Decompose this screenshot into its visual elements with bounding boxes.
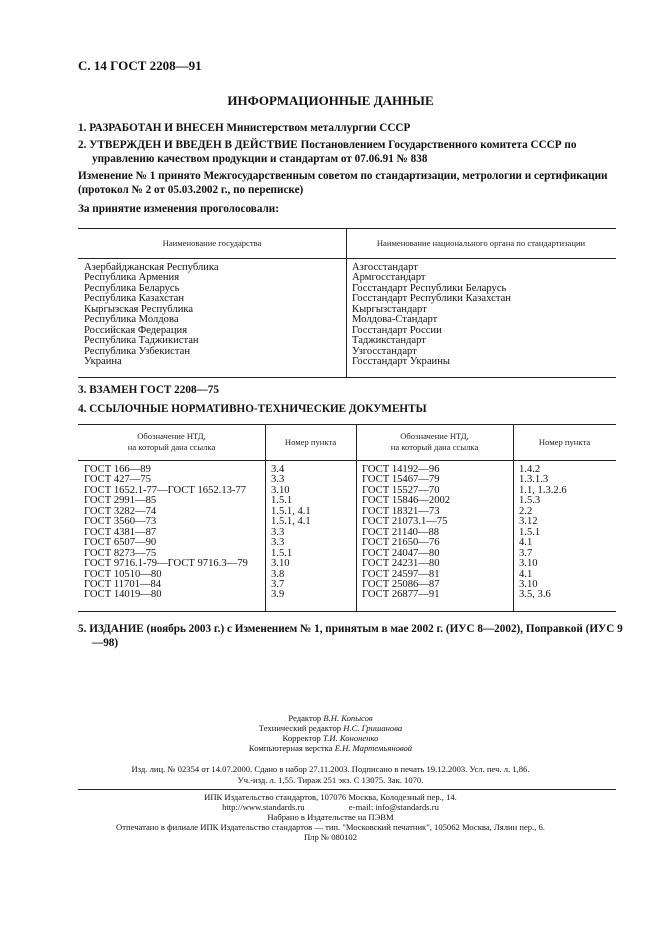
credit-editor: Редактор В.Н. Копысов: [288, 713, 373, 723]
bodies-list: [352, 263, 511, 368]
ref-item-number: 1.4.2: [519, 464, 541, 475]
ref-item-number: 4.1: [519, 568, 533, 580]
standards-body-name: Узгосстандарт: [352, 345, 417, 357]
ref-item-number: 3.7: [271, 578, 285, 590]
ref-doc: ГОСТ 15467—79: [362, 474, 440, 486]
ref-doc: ГОСТ 15846—2002: [362, 495, 451, 507]
ref-doc: ГОСТ 18321—73: [362, 505, 440, 517]
state-name: Кыргызская Республика: [84, 303, 194, 315]
credit-layout: Компьютерная верстка Е.Н. Мартемьяновой: [248, 743, 413, 753]
ref-item-number: 1.5.1, 4.1: [271, 516, 311, 528]
ref-item-number: 3.3: [271, 537, 285, 549]
item-4-references: 4. ССЫЛОЧНЫЕ НОРМАТИВНО-ТЕХНИЧЕСКИЕ ДОКУМЕНТЫ: [78, 403, 427, 415]
document-title: ИНФОРМАЦИОННЫЕ ДАННЫЕ: [227, 93, 434, 108]
state-name: Республика Беларусь: [84, 282, 180, 294]
states-header-body: Наименование национального органа по стандартизации: [376, 238, 586, 248]
publisher-contacts: [0, 802, 661, 812]
publisher-website[interactable]: http://www.standards.ru: [222, 802, 305, 812]
ref-item-number: 3.8: [271, 568, 285, 580]
ref-doc: ГОСТ 8273—75: [84, 547, 157, 559]
ref-item-number: 3.4: [271, 464, 285, 475]
state-name: Российская Федерация: [84, 324, 188, 336]
ref-item-number: 3.5, 3.6: [519, 589, 551, 601]
ref-item-number: 3.12: [519, 516, 538, 528]
imprint-line-2: Уч.-изд. л. 1,55. Тираж 251 экз. С 13075. Зак. 1070.: [237, 775, 424, 785]
ref-doc: ГОСТ 9716.1-79—ГОСТ 9716.3—79: [84, 558, 248, 570]
standards-body-name: Армгосстандарт: [352, 272, 426, 284]
ref-item-number: 3.10: [271, 484, 290, 496]
page-header: С. 14 ГОСТ 2208—91: [78, 58, 202, 73]
ref-item-number: 3.3: [271, 526, 285, 538]
refs-header-item-left: Номер пункта: [284, 437, 337, 447]
ref-item-number: 1.5.3: [519, 495, 541, 507]
state-name: Украина: [84, 356, 122, 368]
ref-doc: ГОСТ 3282—74: [84, 505, 157, 517]
ref-doc: ГОСТ 14019—80: [84, 589, 162, 601]
standards-body-name: Госстандарт Республики Казахстан: [352, 293, 511, 305]
ref-doc: ГОСТ 2991—85: [84, 495, 157, 507]
refs-right-items: [519, 465, 567, 601]
ref-doc: ГОСТ 6507—90: [84, 537, 157, 549]
ref-doc: ГОСТ 24047—80: [362, 547, 440, 559]
refs-left-items: [271, 465, 311, 601]
refs-header-item-right: Номер пункта: [538, 437, 591, 447]
ref-doc: ГОСТ 3560—73: [84, 516, 157, 528]
credit-tech-editor: Технический редактор Н.С. Гришанова: [258, 723, 403, 733]
publisher-line-3: Набрано в Издательстве на ПЭВМ: [267, 812, 394, 822]
publisher-line-4: Отпечатано в филиале ИПК Издательство стандартов — тип. "Московский печатник", 105062 Москва, Лялин пер., 6.: [116, 822, 545, 832]
item-3-replaces: 3. ВЗАМЕН ГОСТ 2208—75: [78, 384, 219, 396]
standards-body-name: Госстандарт Украины: [352, 356, 450, 368]
item-1-developed: 1. РАЗРАБОТАН И ВНЕСЕН Министерством металлургии СССР: [78, 122, 411, 134]
refs-right-docs: [362, 465, 450, 601]
state-name: Республика Таджикистан: [84, 335, 199, 347]
ref-doc: ГОСТ 166—89: [84, 464, 151, 475]
ref-doc: ГОСТ 21650—76: [362, 537, 440, 549]
states-list: [84, 263, 219, 368]
ref-doc: ГОСТ 1652.1-77—ГОСТ 1652.13-77: [84, 484, 247, 496]
ref-item-number: 3.9: [271, 589, 285, 601]
ref-doc: ГОСТ 24231—80: [362, 558, 440, 570]
state-name: Республика Армения: [84, 272, 180, 284]
standards-body-name: Азгосстандарт: [352, 262, 418, 273]
state-name: Азербайджанская Республика: [84, 262, 219, 273]
ref-doc: ГОСТ 25086—87: [362, 578, 440, 590]
ref-doc: ГОСТ 24597—81: [362, 568, 440, 580]
state-name: Республика Молдова: [84, 314, 179, 326]
item-2-approved: 2. УТВЕРЖДЕН И ВВЕДЕН В ДЕЙСТВИЕ Постановлением Государственного комитета СССР по управлению качеством продукции и стандартам от 07.06.91 № 838: [78, 139, 577, 165]
credit-corrector: Корректор Т.И. Кононенко: [282, 733, 379, 743]
ref-item-number: 1.5.1: [271, 547, 293, 559]
ref-item-number: 2.2: [519, 505, 533, 517]
imprint-line-1: Изд. лиц. № 02354 от 14.07.2000. Сдано в набор 27.11.2003. Подписано в печать 19.12.2003. Усл. печ. л. 1,86.: [131, 764, 530, 774]
ref-doc: ГОСТ 10510—80: [84, 568, 162, 580]
ref-item-number: 3.10: [271, 558, 290, 570]
standards-body-name: Молдова-Стандарт: [352, 314, 438, 326]
standards-body-name: Госстандарт России: [352, 324, 442, 336]
ref-item-number: 3.7: [519, 547, 533, 559]
publisher-email[interactable]: e-mail: info@standards.ru: [348, 802, 439, 812]
ref-item-number: 1.5.1: [519, 526, 541, 538]
ref-doc: ГОСТ 26877—91: [362, 589, 440, 601]
item-5-edition: 5. ИЗДАНИЕ (ноябрь 2003 г.) с Изменением № 1, принятым в мае 2002 г. (ИУС 8—2002), Поправкой (ИУС 9—98): [78, 623, 623, 649]
state-name: Республика Узбекистан: [84, 345, 191, 357]
states-header-country: Наименование государства: [162, 238, 262, 248]
ref-item-number: 3.3: [271, 474, 285, 486]
ref-doc: ГОСТ 14192—96: [362, 464, 440, 475]
standards-body-name: Таджикстандарт: [352, 335, 426, 347]
ref-doc: ГОСТ 11701—84: [84, 578, 162, 590]
ref-doc: ГОСТ 4381—87: [84, 526, 157, 538]
ref-doc: ГОСТ 427—75: [84, 474, 151, 486]
refs-header-doc-right: Обозначение НТД, на который дана ссылка: [390, 431, 479, 452]
refs-left-docs: [84, 465, 248, 601]
standards-body-name: Госстандарт Республики Беларусь: [352, 282, 507, 294]
standards-body-name: Кыргызстандарт: [352, 303, 427, 315]
ref-doc: ГОСТ 21073.1—75: [362, 516, 448, 528]
ref-item-number: 3.10: [519, 558, 538, 570]
state-name: Республика Казахстан: [84, 293, 185, 305]
ref-item-number: 1.1, 1.3.2.6: [519, 484, 567, 496]
ref-item-number: 3.10: [519, 578, 538, 590]
ref-item-number: 1.5.1: [271, 495, 293, 507]
publisher-line-1: ИПК Издательство стандартов, 107076 Москва, Колодезный пер., 14.: [204, 792, 457, 802]
ref-doc: ГОСТ 15527—70: [362, 484, 440, 496]
refs-header-doc-left: Обозначение НТД, на который дана ссылка: [127, 431, 216, 452]
publisher-line-5: Плр № 080102: [303, 832, 358, 842]
ref-item-number: 4.1: [519, 537, 533, 549]
voted-heading: За принятие изменения проголосовали:: [78, 203, 279, 215]
ref-item-number: 1.3.1.3: [519, 474, 549, 486]
ref-item-number: 1.5.1, 4.1: [271, 505, 311, 517]
amendment-note: Изменение № 1 принято Межгосударственным советом по стандартизации, метрологии и сертификации (протокол № 2 от 05.03.2002 г., по переписке): [78, 170, 608, 196]
ref-doc: ГОСТ 21140—88: [362, 526, 440, 538]
